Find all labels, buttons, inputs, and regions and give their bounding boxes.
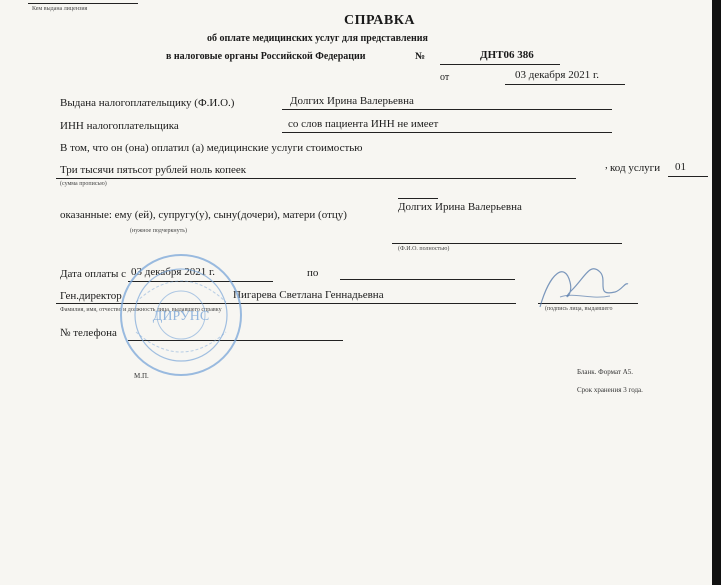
rendered-to-label: оказанные: ему (ей), супругу(у), сыну(дочери), матери (отцу) [60, 209, 347, 221]
certificate-number: ДНТ06 386 [480, 49, 534, 61]
date-from-label: от [440, 72, 450, 83]
subtitle-line-2: в налоговые органы Российской Федерации [166, 51, 366, 62]
document-title: СПРАВКА [344, 13, 415, 28]
service-code-value: 01 [675, 161, 686, 173]
amount-caption: (сумма прописью) [60, 181, 107, 187]
issuer-name: Пигарева Светлана Геннадьевна [233, 289, 384, 301]
inn-value: со слов пациента ИНН не имеет [288, 118, 439, 130]
seal-stamp [116, 250, 246, 380]
issuer-line [28, 3, 138, 4]
relation-short-line [398, 198, 438, 199]
issuer-caption: Кем выдана лицензия [32, 6, 88, 12]
payment-to-line [340, 279, 515, 280]
storage-period: Срок хранения 3 года. [577, 386, 643, 394]
position-value: Ген.директор [60, 290, 122, 302]
amount-line [56, 178, 576, 179]
service-code-line [668, 176, 708, 177]
number-sign: № [415, 51, 426, 62]
signature-caption: (подпись лица, выдавшего [545, 306, 613, 312]
number-line [440, 64, 560, 65]
patient-name: Долгих Ирина Валерьевна [398, 201, 522, 213]
issued-to-label: Выдана налогоплательщику (Ф.И.О.) [60, 97, 235, 109]
patient-caption: (Ф.И.О. полностью) [398, 246, 450, 252]
form-format: Бланк. Формат А5. [577, 368, 634, 376]
patient-line [392, 243, 622, 244]
payment-date-label: Дата оплаты с [60, 268, 126, 280]
scan-edge [712, 0, 721, 585]
paid-statement: В том, что он (она) оплатил (а) медицинские услуги стоимостью [60, 142, 363, 154]
payment-to-label: по [307, 267, 319, 279]
subtitle-line-1: об оплате медицинских услуг для представления [207, 33, 428, 44]
amount-comma: , [605, 159, 608, 171]
phone-label: № телефона [60, 327, 117, 339]
payment-date-value: 03 декабря 2021 г. [131, 266, 215, 278]
amount-in-words: Три тысячи пятьсот рублей ноль копеек [60, 164, 247, 176]
date-line [505, 84, 625, 85]
service-code-label: код услуги [610, 162, 661, 174]
inn-line [282, 132, 612, 133]
issuer-name-caption: Фамилия, имя, отчество и должность лица, выдавшего справку [60, 307, 222, 313]
certificate-date: 03 декабря 2021 г. [515, 69, 599, 81]
rendered-caption: (нужное подчеркнуть) [130, 228, 187, 234]
issued-to-value: Долгих Ирина Валерьевна [290, 95, 414, 107]
issued-to-line [282, 109, 612, 110]
inn-label: ИНН налогоплательщика [60, 120, 179, 132]
seal-text: ДИРУНС [152, 309, 210, 324]
signature-scribble [530, 252, 630, 322]
stamp-place-label: М.П. [134, 372, 149, 380]
